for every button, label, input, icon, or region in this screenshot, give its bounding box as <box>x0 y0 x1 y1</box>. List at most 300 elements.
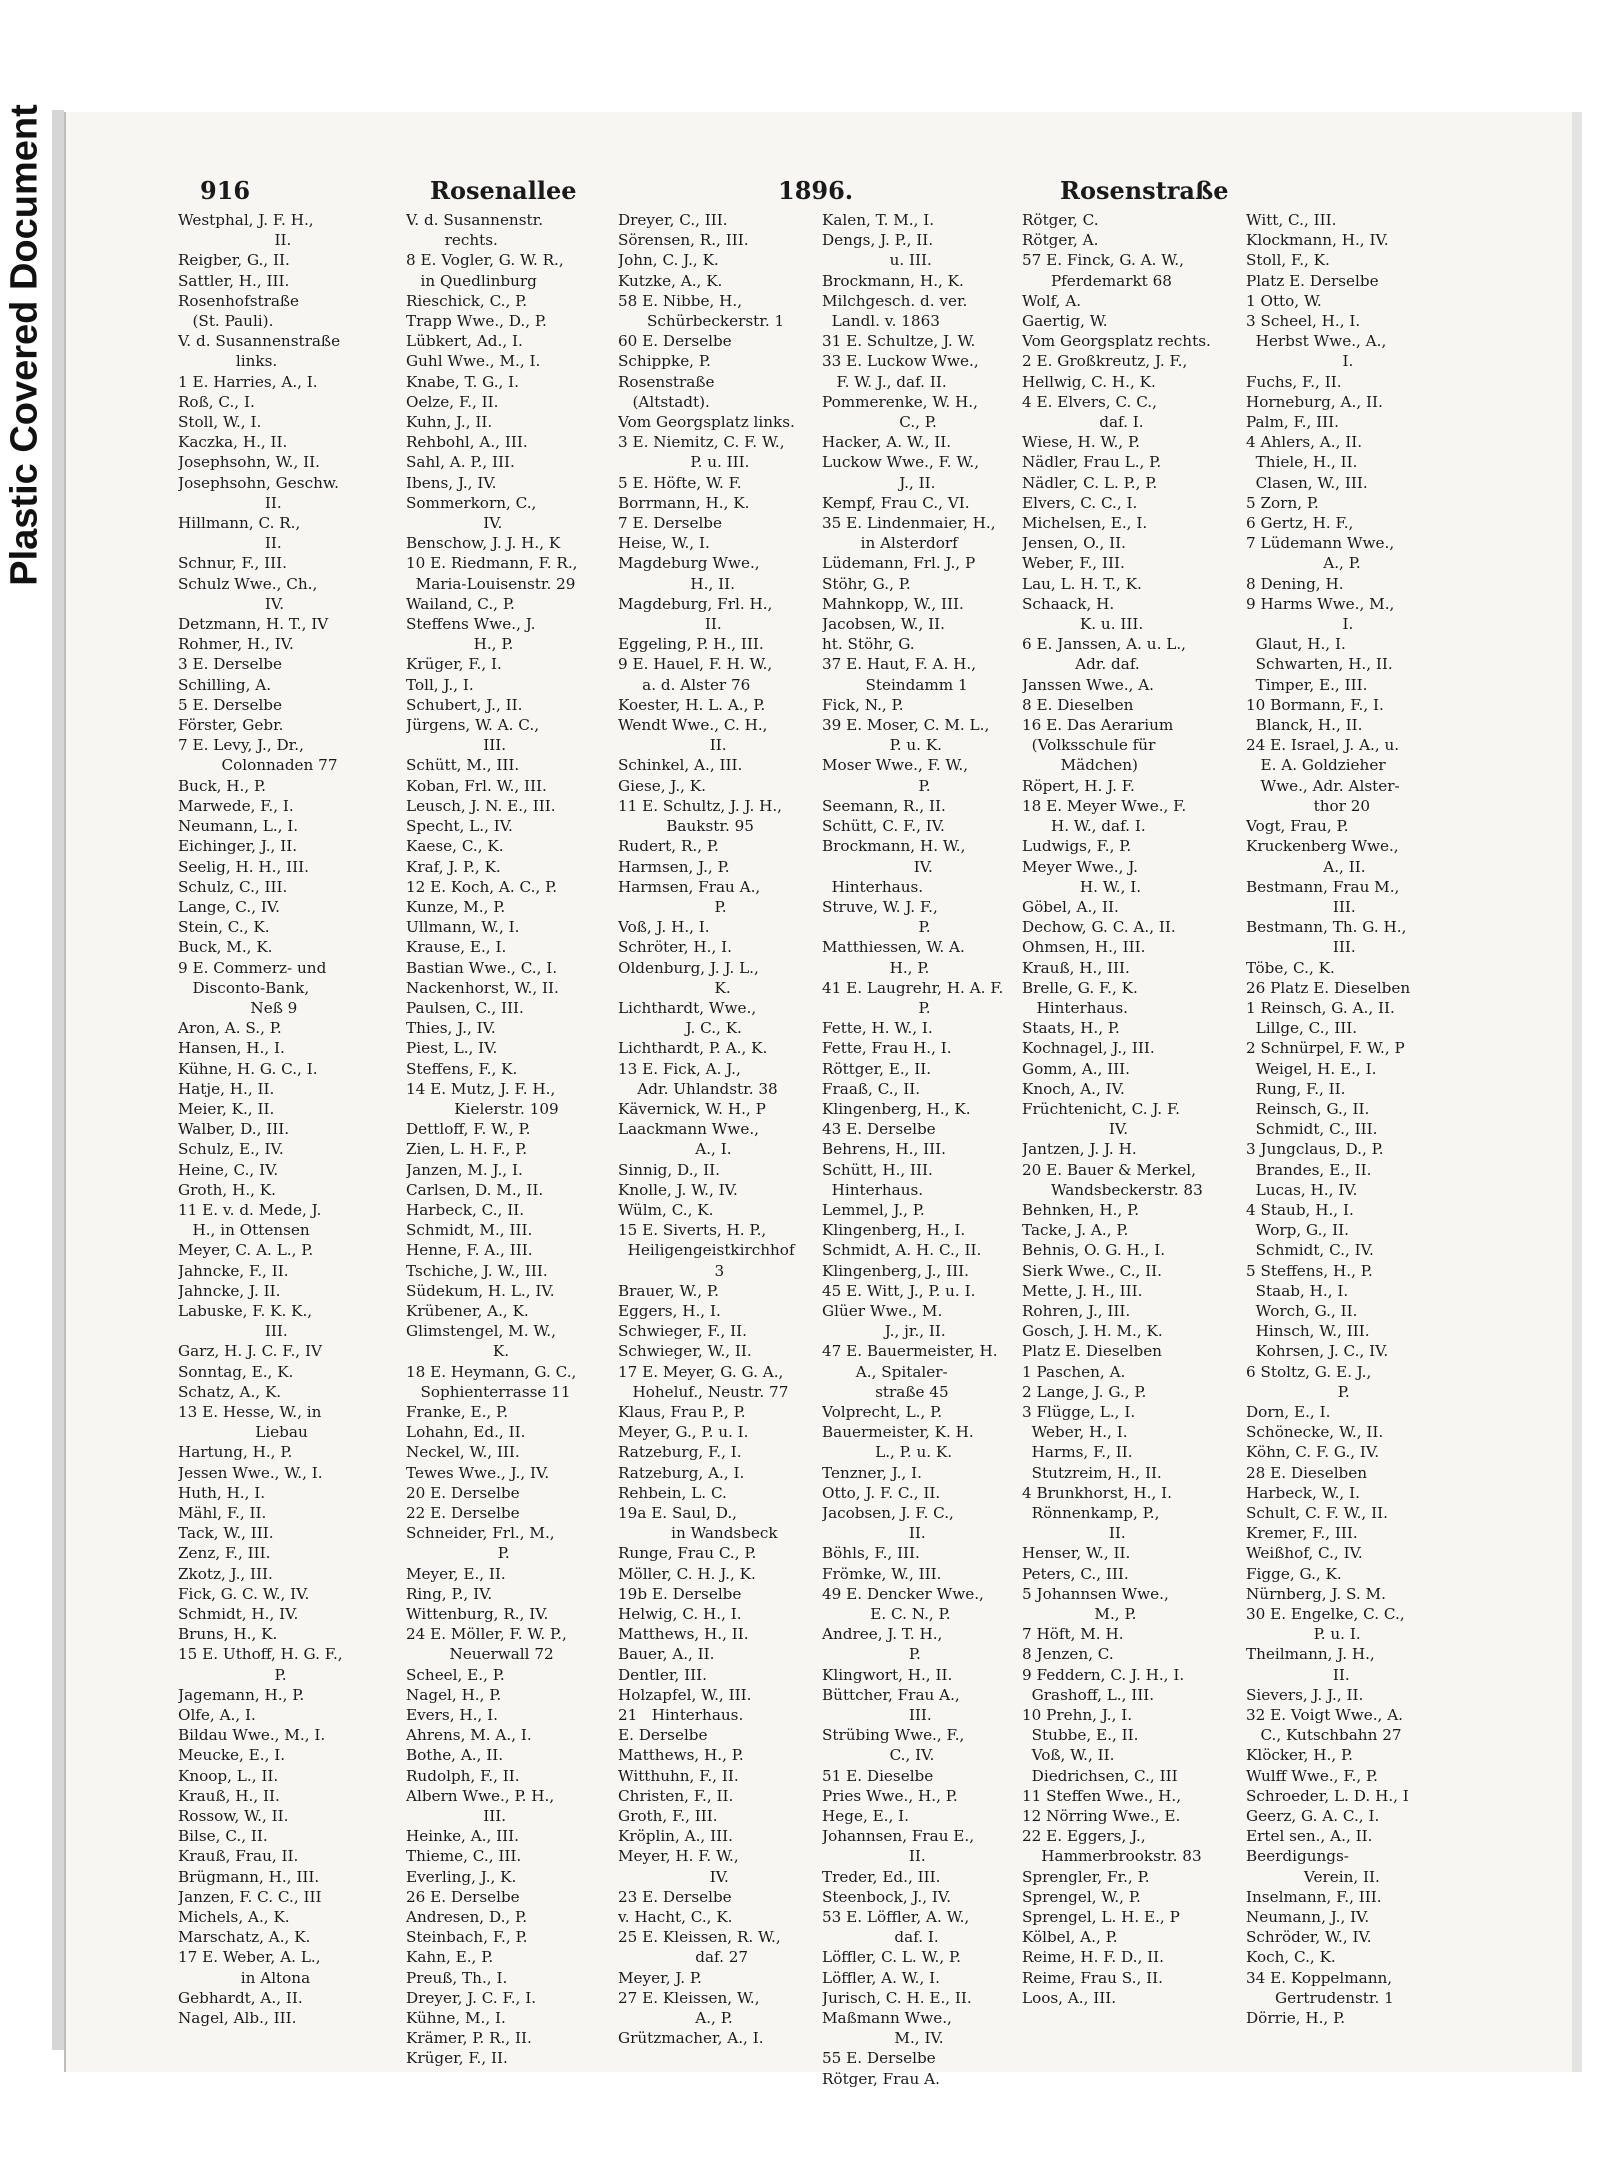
entry-line: Matthews, H., II. <box>618 1625 749 1644</box>
entry-line: 9 E. Commerz- und <box>178 958 327 977</box>
entry-line: Wittenburg, R., IV. <box>406 1605 549 1624</box>
entry-line: in Quedlinburg <box>406 271 537 290</box>
entry-line: K. u. III. <box>1022 615 1144 634</box>
entry-line: John, C. J., K. <box>618 251 719 270</box>
entry-line: Volprecht, L., P. <box>822 1402 943 1421</box>
entry-line: Hillmann, C. R., <box>178 514 301 533</box>
entry-line: 4 Staub, H., I. <box>1246 1200 1354 1219</box>
entry-line: II. <box>822 1524 926 1543</box>
entry-line: Rossow, W., II. <box>178 1807 289 1826</box>
entry-line: Eggers, H., I. <box>618 1301 721 1320</box>
entry-line: Kühne, H. G. C., I. <box>178 1059 318 1078</box>
entry-line: Behrens, H., III. <box>822 1140 946 1159</box>
entry-line: thor 20 <box>1246 796 1371 815</box>
entry-line: Harbeck, W., I. <box>1246 1483 1360 1502</box>
entry-line: Janzen, M. J., I. <box>406 1160 523 1179</box>
entry-line: Schönecke, W., II. <box>1246 1423 1384 1442</box>
entry-line: Schmidt, A. H. C., II. <box>822 1241 982 1260</box>
entry-line: Runge, Frau C., P. <box>618 1544 757 1563</box>
entry-line: Grützmacher, A., I. <box>618 2029 764 2048</box>
entry-line: Dechow, G. C. A., II. <box>1022 918 1176 937</box>
entry-line: Ratzeburg, F., I. <box>618 1443 742 1462</box>
entry-line: Trapp Wwe., D., P. <box>406 312 547 331</box>
entry-line: 14 E. Mutz, J. F. H., <box>406 1079 556 1098</box>
entry-line: 1 Otto, W. <box>1246 291 1322 310</box>
entry-line: Geerz, G. A. C., I. <box>1246 1807 1380 1826</box>
entry-line: Dorn, E., I. <box>1246 1402 1331 1421</box>
entry-line: Ring, P., IV. <box>406 1584 493 1603</box>
entry-line: Ertel sen., A., II. <box>1246 1827 1373 1846</box>
entry-line: Nagel, H., P. <box>406 1685 502 1704</box>
entry-line: Löffler, A. W., I. <box>822 1968 940 1987</box>
entry-line: Jessen Wwe., W., I. <box>178 1463 323 1482</box>
entry-line: Steindamm 1 <box>822 675 968 694</box>
entry-line: II. <box>1022 1524 1126 1543</box>
entry-line: Lüdemann, Frl. J., P <box>822 554 976 573</box>
entry-line: Dörrie, H., P. <box>1246 2009 1346 2028</box>
entry-line: A., II. <box>1246 857 1366 876</box>
entry-line: Jürgens, W. A. C., <box>406 716 540 735</box>
entry-line: Möller, C. H. J., K. <box>618 1564 756 1583</box>
entry-line: 11 E. Schultz, J. J. H., <box>618 796 783 815</box>
entry-line: C., P. <box>822 413 937 432</box>
entry-line: Maria-Louisenstr. 29 <box>406 574 576 593</box>
entry-line: Knoch, A., IV. <box>1022 1079 1125 1098</box>
page-edge <box>52 110 64 2050</box>
entry-line: Schröder, W., IV. <box>1246 1928 1372 1947</box>
entry-line: Jagemann, H., P. <box>178 1685 305 1704</box>
entry-line: Kahn, E., P. <box>406 1948 494 1967</box>
entry-line: 43 E. Derselbe <box>822 1120 936 1139</box>
entry-line: H. W., I. <box>1022 877 1142 896</box>
entry-line: Fuchs, F., II. <box>1246 372 1342 391</box>
entry-line: M., IV. <box>822 2029 944 2048</box>
entry-line: 23 E. Derselbe <box>618 1887 732 1906</box>
entry-line: Hatje, H., II. <box>178 1079 275 1098</box>
entry-line: K. <box>618 978 731 997</box>
entry-line: Theilmann, J. H., <box>1246 1645 1375 1664</box>
entry-line: Krauß, H., III. <box>1022 958 1130 977</box>
entry-line: Pries Wwe., H., P. <box>822 1786 958 1805</box>
entry-line: Rieschick, C., P. <box>406 291 528 310</box>
entry-line: Scheel, E., P. <box>406 1665 505 1684</box>
entry-line: Witt, C., III. <box>1246 211 1337 229</box>
entry-line: Seelig, H. H., III. <box>178 857 309 876</box>
entry-line: Henser, W., II. <box>1022 1544 1131 1563</box>
entry-line: 21 Hinterhaus. <box>618 1706 744 1725</box>
entry-line: Krübener, A., K. <box>406 1301 529 1320</box>
entry-line: Otto, J. F. C., II. <box>822 1483 941 1502</box>
entry-line: Kaese, C., K. <box>406 837 504 856</box>
entry-line: Rosenhofstraße <box>178 291 300 310</box>
entry-line: Rung, F., II. <box>1246 1079 1346 1098</box>
entry-line: Stoll, W., I. <box>178 413 262 432</box>
entry-line: Matthews, H., P. <box>618 1746 744 1765</box>
entry-line: P. <box>178 1665 287 1684</box>
column-3 <box>618 210 816 2048</box>
entry-line: (St. Pauli). <box>178 312 274 331</box>
entry-line: Töbe, C., K. <box>1246 958 1335 977</box>
entry-line: Moser Wwe., F. W., <box>822 756 969 775</box>
entry-line: Bestmann, Frau M., <box>1246 877 1400 896</box>
entry-line: 18 E. Heymann, G. C., <box>406 1362 577 1381</box>
entry-line: 27 E. Kleissen, W., <box>618 1988 760 2007</box>
entry-line: Schwarten, H., II. <box>1246 655 1393 674</box>
entry-line: Stoll, F., K. <box>1246 251 1330 270</box>
entry-line: Wülm, C., K. <box>618 1200 714 1219</box>
entry-line: III. <box>406 736 507 755</box>
entry-line: Fick, N., P. <box>822 695 904 714</box>
entry-line: Blanck, H., II. <box>1246 716 1363 735</box>
entry-line: Worch, G., II. <box>1246 1301 1358 1320</box>
entry-line: Schürbeckerstr. 1 <box>618 312 785 331</box>
entry-line: Matthiessen, W. A. <box>822 938 965 957</box>
entry-line: Worp, G., II. <box>1246 1221 1349 1240</box>
entry-line: IV. <box>406 514 503 533</box>
entry-line: Kalen, T. M., I. <box>822 211 935 229</box>
entry-line: Schmidt, M., III. <box>406 1221 533 1240</box>
entry-line: Stubbe, E., II. <box>1022 1726 1139 1745</box>
entry-line: IV. <box>1022 1120 1129 1139</box>
entry-line: Oelze, F., II. <box>406 392 499 411</box>
entry-line: Rötger, A. <box>1022 231 1099 250</box>
entry-line: 33 E. Luckow Wwe., <box>822 352 979 371</box>
entry-line: 22 E. Eggers, J., <box>1022 1827 1146 1846</box>
entry-line: Kruckenberg Wwe., <box>1246 837 1399 856</box>
entry-line: Beerdigungs- <box>1246 1847 1349 1866</box>
column-4 <box>822 210 1018 2089</box>
entry-line: P. <box>1246 1382 1350 1401</box>
entry-line: Schütt, H., III. <box>822 1160 933 1179</box>
entry-line: Luckow Wwe., F. W., <box>822 453 980 472</box>
entry-line: v. Hacht, C., K. <box>618 1908 733 1927</box>
entry-line: Janzen, F. C. C., III <box>178 1887 322 1906</box>
entry-line: P. <box>406 1544 510 1563</box>
side-label <box>0 0 50 690</box>
entry-line: 24 E. Israel, J. A., u. <box>1246 736 1400 755</box>
entry-line: Sophienterrasse 11 <box>406 1382 571 1401</box>
entry-line: Laackmann Wwe., <box>618 1120 760 1139</box>
entry-line: Frömke, W., III. <box>822 1564 942 1583</box>
entry-line: Krauß, Frau, II. <box>178 1847 299 1866</box>
entry-line: Schubert, J., II. <box>406 695 523 714</box>
entry-line: Marwede, F., I. <box>178 796 294 815</box>
entry-line: Schmidt, C., III. <box>1246 1120 1378 1139</box>
entry-line: Nürnberg, J. S. M. <box>1246 1584 1386 1603</box>
entry-line: II. <box>1246 1665 1350 1684</box>
entry-line: Röpert, H. J. F. <box>1022 776 1135 795</box>
entry-line: Schwieger, W., II. <box>618 1342 752 1361</box>
entry-line: Hoheluf., Neustr. 77 <box>618 1382 789 1401</box>
entry-line: Neumann, L., I. <box>178 817 299 836</box>
entry-line: Specht, L., IV. <box>406 817 513 836</box>
entry-line: Guhl Wwe., M., I. <box>406 352 541 371</box>
entry-line: Preuß, Th., I. <box>406 1968 508 1987</box>
entry-line: P. u. III. <box>618 453 750 472</box>
entry-line: links. <box>178 352 278 371</box>
entry-line: Lübkert, Ad., I. <box>406 332 523 351</box>
entry-line: 2 Schnürpel, F. W., P <box>1246 1039 1405 1058</box>
entry-line: Krüger, F., I. <box>406 655 502 674</box>
entry-line: 26 E. Derselbe <box>406 1887 520 1906</box>
entry-line: 28 E. Dieselben <box>1246 1463 1368 1482</box>
entry-line: Dettloff, F. W., P. <box>406 1120 531 1139</box>
entry-line: Göbel, A., II. <box>1022 897 1119 916</box>
entry-line: Klingwort, H., II. <box>822 1665 953 1684</box>
entry-line: Giese, J., K. <box>618 776 706 795</box>
entry-line: 4 Brunkhorst, H., I. <box>1022 1483 1172 1502</box>
entry-line: Krauß, H., II. <box>178 1786 280 1805</box>
entry-line: H., P. <box>406 635 514 654</box>
entry-line: 6 Gertz, H. F., <box>1246 514 1354 533</box>
entry-line: Witthuhn, F., II. <box>618 1766 739 1785</box>
entry-line: Janssen Wwe., A. <box>1022 675 1154 694</box>
entry-line: Reigber, G., II. <box>178 251 290 270</box>
entry-line: Schmidt, C., IV. <box>1246 1241 1374 1260</box>
entry-line: Heinke, A., III. <box>406 1827 519 1846</box>
entry-line: Koban, Frl. W., III. <box>406 776 547 795</box>
entry-line: 5 E. Höfte, W. F. <box>618 473 742 492</box>
entry-line: Oldenburg, J. J. L., <box>618 958 759 977</box>
entry-line: in Alsterdorf <box>822 534 958 553</box>
entry-line: Stöhr, G., P. <box>822 574 911 593</box>
entry-line: Klöcker, H., P. <box>1246 1746 1353 1765</box>
entry-line: Meucke, E., I. <box>178 1746 286 1765</box>
entry-line: Sprengel, L. H. E., P <box>1022 1908 1180 1927</box>
entry-line: Adr. daf. <box>1022 655 1140 674</box>
entry-line: 60 E. Derselbe <box>618 332 732 351</box>
entry-line: Rehbein, L. C. <box>618 1483 727 1502</box>
entry-line: 35 E. Lindenmaier, H., <box>822 514 996 533</box>
entry-line: Buck, M., K. <box>178 938 273 957</box>
entry-line: 34 E. Koppelmann, <box>1246 1968 1393 1987</box>
entry-line: Kävernick, W. H., P <box>618 1099 766 1118</box>
entry-line: Schult, C. F. W., II. <box>1246 1504 1388 1522</box>
entry-line: Harmsen, J., P. <box>618 857 730 876</box>
entry-line: Köhn, C. F. G., IV. <box>1246 1443 1380 1462</box>
entry-line: 10 E. Riedmann, F. R., <box>406 554 578 573</box>
entry-line: 10 Bormann, F., I. <box>1246 695 1384 714</box>
entry-line: Westphal, J. F. H., <box>178 211 314 229</box>
entry-line: Marschatz, A., K. <box>178 1928 311 1947</box>
entry-line: a. d. Alster 76 <box>618 675 751 694</box>
entry-line: Weigel, H. E., I. <box>1246 1059 1377 1078</box>
entry-line: Groth, H., K. <box>178 1180 276 1199</box>
entry-line: 15 E. Siverts, H. P., <box>618 1221 767 1240</box>
entry-line: J. C., K. <box>618 1019 742 1038</box>
entry-line: Sattler, H., III. <box>178 271 290 290</box>
entry-line: Kraf, J. P., K. <box>406 857 501 876</box>
entry-line: Clasen, W., III. <box>1246 473 1368 492</box>
entry-line: Rehbohl, A., III. <box>406 433 528 452</box>
entry-line: Loos, A., III. <box>1022 1988 1117 2007</box>
entry-line: Brauer, W., P. <box>618 1281 719 1300</box>
entry-line: Hinterhaus. <box>1022 998 1128 1017</box>
entry-line: 12 Nörring Wwe., E. <box>1022 1807 1181 1826</box>
entry-line: M., P. <box>1022 1605 1137 1624</box>
entry-line: Mahnkopp, W., III. <box>822 594 964 613</box>
entry-line: Diedrichsen, C., III <box>1022 1766 1178 1785</box>
entry-line: 18 E. Meyer Wwe., F. <box>1022 796 1187 815</box>
entry-line: Nagel, Alb., III. <box>178 2009 297 2028</box>
entry-line: 39 E. Moser, C. M. L., <box>822 716 990 735</box>
entry-line: 45 E. Witt, J., P. u. I. <box>822 1281 976 1300</box>
entry-line: (Altstadt). <box>618 392 710 411</box>
entry-line: 9 Harms Wwe., M., <box>1246 594 1395 613</box>
entry-line: Helwig, C. H., I. <box>618 1605 742 1624</box>
entry-line: 3 Jungclaus, D., P. <box>1246 1140 1384 1159</box>
entry-line: Rosenstraße <box>618 372 715 391</box>
entry-line: Labuske, F. K. K., <box>178 1301 313 1320</box>
entry-line: Adr. Uhlandstr. 38 <box>618 1079 778 1098</box>
entry-line: Hege, E., I. <box>822 1807 909 1826</box>
entry-line: 13 E. Hesse, W., in <box>178 1402 322 1421</box>
column-6 <box>1246 210 1462 2028</box>
entry-line: u. III. <box>822 251 932 270</box>
entry-line: Kaczka, H., II. <box>178 433 288 452</box>
entry-line: Schaack, H. <box>1022 594 1115 613</box>
entry-line: Meier, K., II. <box>178 1099 275 1118</box>
entry-line: Schulz, E., IV. <box>178 1140 284 1159</box>
entry-line: Voß, J. H., I. <box>618 918 710 937</box>
page-number: 916 <box>200 176 251 205</box>
entry-line: 58 E. Nibbe, H., <box>618 291 743 310</box>
entry-line: 9 E. Hauel, F. H. W., <box>618 655 773 674</box>
entry-line: Schinkel, A., III. <box>618 756 743 775</box>
entry-line: Nackenhorst, W., II. <box>406 978 559 997</box>
entry-line: H., II. <box>618 574 735 593</box>
entry-line: Sommerkorn, C., <box>406 493 537 512</box>
entry-line: Lucas, H., IV. <box>1246 1180 1358 1199</box>
entry-line: Michels, A., K. <box>178 1908 290 1927</box>
entry-line: Ohmsen, H., III. <box>1022 938 1146 957</box>
entry-line: Hinterhaus. <box>822 877 924 896</box>
entry-line: 16 E. Das Aerarium <box>1022 716 1174 735</box>
entry-line: 17 E. Weber, A. L., <box>178 1948 321 1967</box>
year-heading: 1896. <box>778 176 854 205</box>
entry-line: P. <box>822 776 931 795</box>
entry-line: Zkotz, J., III. <box>178 1564 273 1583</box>
entry-line: Klockmann, H., IV. <box>1246 231 1389 250</box>
entry-line: Verein, II. <box>1246 1867 1380 1886</box>
entry-line: J., II. <box>822 473 936 492</box>
entry-line: Klingenberg, H., I. <box>822 1221 966 1240</box>
entry-line: Schneider, Frl., M., <box>406 1524 555 1543</box>
entry-line: Jurisch, C. H. E., II. <box>822 1988 972 2007</box>
entry-line: Paulsen, C., III. <box>406 998 524 1017</box>
entry-line: Jantzen, J. J. H. <box>1022 1140 1137 1159</box>
entry-line: II. <box>178 534 282 553</box>
entry-line: Koester, H. L. A., P. <box>618 695 766 714</box>
entry-line: 8 E. Dieselben <box>1022 695 1134 714</box>
entry-line: Ahrens, M. A., I. <box>406 1726 532 1745</box>
entry-line: Brandes, E., II. <box>1246 1160 1372 1179</box>
entry-line: Bestmann, Th. G. H., <box>1246 918 1407 937</box>
entry-line: 5 Steffens, H., P. <box>1246 1261 1373 1280</box>
entry-line: in Altona <box>178 1968 311 1987</box>
entry-line: Wailand, C., P. <box>406 594 515 613</box>
entry-line: 1 Paschen, A. <box>1022 1362 1126 1381</box>
entry-line: Baukstr. 95 <box>618 817 754 836</box>
entry-line: Horneburg, A., II. <box>1246 392 1383 411</box>
entry-line: Kempf, Frau C., VI. <box>822 493 970 512</box>
entry-line: Heiligengeistkirchhof <box>618 1241 795 1260</box>
entry-line: Bastian Wwe., C., I. <box>406 958 558 977</box>
entry-line: Sievers, J. J., II. <box>1246 1685 1364 1704</box>
entry-line: Löffler, C. L. W., P. <box>822 1948 961 1967</box>
entry-line: Andresen, D., P. <box>406 1908 528 1927</box>
entry-line: Schnur, F., III. <box>178 554 287 573</box>
entry-line: Bildau Wwe., M., I. <box>178 1726 326 1745</box>
entry-line: Südekum, H. L., IV. <box>406 1281 555 1300</box>
entry-line: Pferdemarkt 68 <box>1022 271 1172 290</box>
entry-line: P. u. K. <box>822 736 942 755</box>
entry-line: J., jr., II. <box>822 1322 946 1341</box>
entry-line: Sörensen, R., III. <box>618 231 749 250</box>
entry-line: Meyer, C. A. L., P. <box>178 1241 314 1260</box>
entry-line: P. <box>618 897 727 916</box>
entry-line: IV. <box>178 594 285 613</box>
entry-line: Rohren, J., III. <box>1022 1301 1131 1320</box>
entry-line: 11 E. v. d. Mede, J. <box>178 1200 322 1219</box>
entry-line: Schatz, A., K. <box>178 1382 282 1401</box>
entry-line: Lau, L. H. T., K. <box>1022 574 1142 593</box>
entry-line: Klaus, Frau P., P. <box>618 1402 746 1421</box>
entry-line: Josephsohn, Geschw. <box>178 473 339 492</box>
entry-line: Reinsch, G., II. <box>1246 1099 1370 1118</box>
entry-line: Magdeburg, Frl. H., <box>618 594 773 613</box>
entry-line: Behnken, H., P. <box>1022 1200 1140 1219</box>
entry-line: I. <box>1246 615 1354 634</box>
entry-line: Mähl, F., II. <box>178 1504 267 1522</box>
entry-line: Wiese, H. W., P. <box>1022 433 1140 452</box>
entry-line: Piest, L., IV. <box>406 1039 498 1058</box>
entry-line: Dentler, III. <box>618 1665 707 1684</box>
entry-line: Wwe., Adr. Alster- <box>1246 776 1400 795</box>
entry-line: Sprengler, Fr., P. <box>1022 1867 1150 1886</box>
entry-line: Milchgesch. d. ver. <box>822 291 968 310</box>
entry-line: Gebhardt, A., II. <box>178 1988 303 2007</box>
entry-line: Toll, J., I. <box>406 675 474 694</box>
entry-line: 6 E. Janssen, A. u. L., <box>1022 635 1186 654</box>
entry-line: F. W. J., daf. II. <box>822 372 947 391</box>
entry-line: Kohrsen, J. C., IV. <box>1246 1342 1389 1361</box>
entry-line: Neumann, J., IV. <box>1246 1908 1370 1927</box>
entry-line: A., P. <box>1246 554 1361 573</box>
entry-line: 53 E. Löffler, A. W., <box>822 1908 970 1927</box>
entry-line: Kunze, M., P. <box>406 897 506 916</box>
entry-line: Meyer, H. F. W., <box>618 1847 739 1866</box>
entry-line: Harms, F., II. <box>1022 1443 1133 1462</box>
entry-line: Lichthardt, P. A., K. <box>618 1039 768 1058</box>
entry-line: Dreyer, C., III. <box>618 211 728 229</box>
entry-line: Bilse, C., II. <box>178 1827 268 1846</box>
entry-line: Garz, H. J. C. F., IV <box>178 1342 322 1361</box>
entry-line: II. <box>178 231 292 250</box>
entry-line: Fraaß, C., II. <box>822 1079 921 1098</box>
entry-line: Hartung, H., P. <box>178 1443 293 1462</box>
entry-line: Christen, F., II. <box>618 1786 734 1805</box>
entry-line: 8 E. Vogler, G. W. R., <box>406 251 564 270</box>
entry-line: Mette, J. H., III. <box>1022 1281 1143 1300</box>
entry-line: H., P. <box>822 958 930 977</box>
entry-line: 11 Steffen Wwe., H., <box>1022 1786 1182 1805</box>
entry-line: 7 E. Derselbe <box>618 514 723 533</box>
entry-line: Förster, Gebr. <box>178 716 284 735</box>
entry-line: Bauermeister, K. H. <box>822 1423 974 1442</box>
column-2 <box>406 210 604 2069</box>
entry-line: Zenz, F., III. <box>178 1544 271 1563</box>
